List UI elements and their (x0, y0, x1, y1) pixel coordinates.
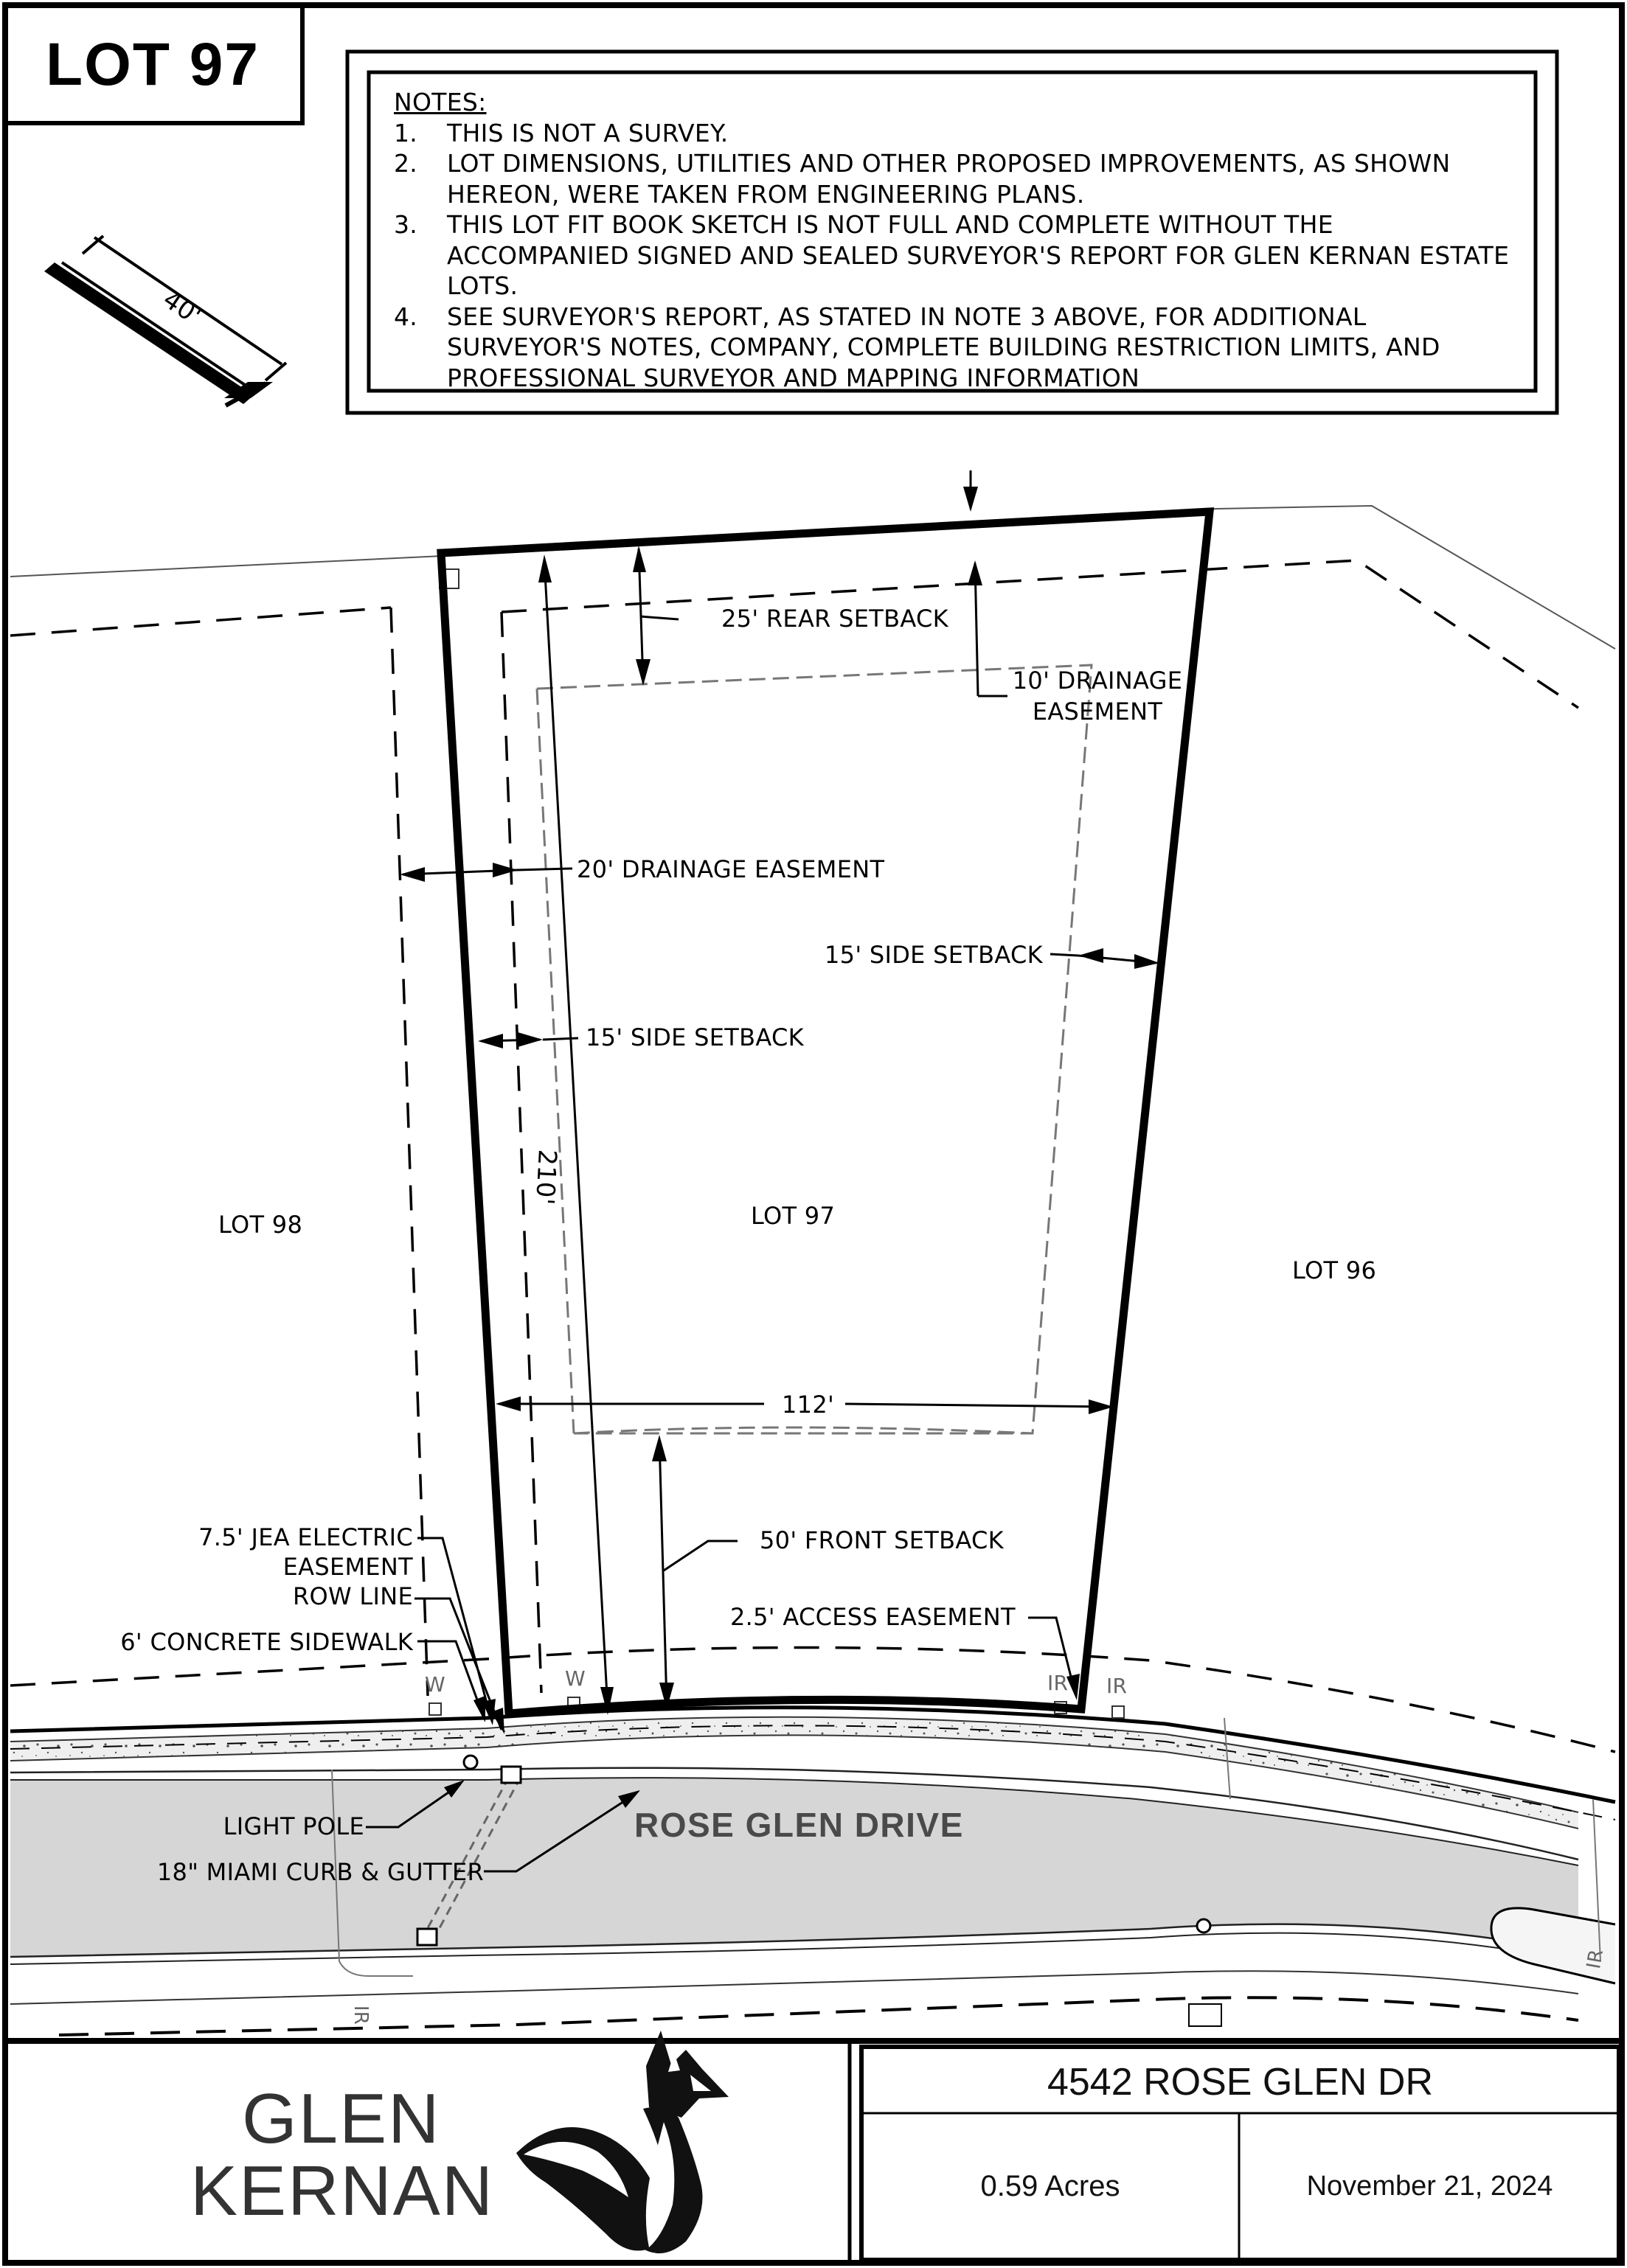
drainage-10-label-line2: EASEMENT (1032, 698, 1163, 726)
note-item (394, 209, 1522, 302)
side-setback-left-label: 15' SIDE SETBACK (586, 1023, 804, 1051)
note-number: 3. (394, 210, 418, 239)
notes-heading: NOTES: (394, 88, 487, 116)
note-number: 2. (394, 149, 418, 178)
row-line-label: ROW LINE (292, 1582, 413, 1610)
fox-logo-icon (516, 2031, 729, 2253)
light-pole-symbol (464, 1756, 477, 1769)
drainage-10-label-line1: 10' DRAINAGE (1012, 667, 1183, 695)
drainage-20-label: 20' DRAINAGE EASEMENT (577, 855, 885, 883)
sidewalk-label: 6' CONCRETE SIDEWALK (120, 1628, 413, 1656)
curb-gutter-label: 18" MIAMI CURB & GUTTER (156, 1858, 484, 1886)
light-pole-label: LIGHT POLE (223, 1812, 364, 1840)
brand-name-line1: GLEN (242, 2079, 441, 2158)
note-text: THIS LOT FIT BOOK SKETCH IS NOT FULL AND COMPLETE WITHOUT THE ACCOMPANIED SIGNED AND SEALED SURVEYOR'S REPORT FOR GLEN KERNAN ESTATE LOTS. (447, 210, 1510, 300)
lot-96-label: LOT 96 (1292, 1256, 1377, 1284)
note-number: 4. (394, 302, 418, 331)
depth-dimension-label: 210' (530, 1148, 562, 1206)
note-number: 1. (394, 118, 418, 147)
front-setback-label: 50' FRONT SETBACK (760, 1526, 1004, 1554)
water-marker-label: W (425, 1672, 445, 1697)
lot-97-label: LOT 97 (751, 1202, 836, 1230)
scale-bar (44, 236, 286, 406)
iron-rod-label: IR (1047, 1671, 1069, 1695)
note-item (394, 148, 1522, 209)
water-marker-label: W (565, 1666, 586, 1691)
access-easement-label: 2.5' ACCESS EASEMENT (730, 1603, 1016, 1631)
jea-easement-label-line2: EASEMENT (282, 1553, 413, 1581)
lot-98-label: LOT 98 (218, 1211, 303, 1239)
sketch-date: November 21, 2024 (1306, 2170, 1553, 2202)
iron-rod-label: IR (350, 2005, 372, 2025)
iron-rod-label: IR (1106, 1674, 1128, 1698)
brand-name-line2: KERNAN (190, 2152, 495, 2230)
notes-block (394, 87, 1522, 393)
lot-title: LOT 97 (46, 31, 260, 98)
note-item (394, 302, 1522, 394)
property-address: 4542 ROSE GLEN DR (1047, 2061, 1434, 2104)
note-text: THIS IS NOT A SURVEY. (447, 118, 729, 147)
rear-setback-label: 25' REAR SETBACK (721, 605, 948, 633)
street-name: ROSE GLEN DRIVE (634, 1806, 964, 1844)
note-text: SEE SURVEYOR'S REPORT, AS STATED IN NOTE 3 ABOVE, FOR ADDITIONAL SURVEYOR'S NOTES, COMPANY, COMPLETE BUILDING RESTRICTION LIMITS, AND PROFESSIONAL SURVEYOR AND MAPPING INFORMATION (447, 302, 1440, 392)
median-island (1491, 1908, 1615, 1983)
note-item (394, 118, 1522, 149)
width-dimension-label: 112' (782, 1391, 835, 1419)
iron-rod-label: IR (1583, 1947, 1609, 1971)
note-text: LOT DIMENSIONS, UTILITIES AND OTHER PROPOSED IMPROVEMENTS, AS SHOWN HEREON, WERE TAKEN FROM ENGINEERING PLANS. (447, 149, 1451, 209)
lot-acreage: 0.59 Acres (980, 2169, 1120, 2202)
scale-bar-label: 40' (157, 285, 207, 332)
side-setback-right-label: 15' SIDE SETBACK (825, 941, 1043, 969)
jea-easement-label-line1: 7.5' JEA ELECTRIC (198, 1523, 413, 1551)
